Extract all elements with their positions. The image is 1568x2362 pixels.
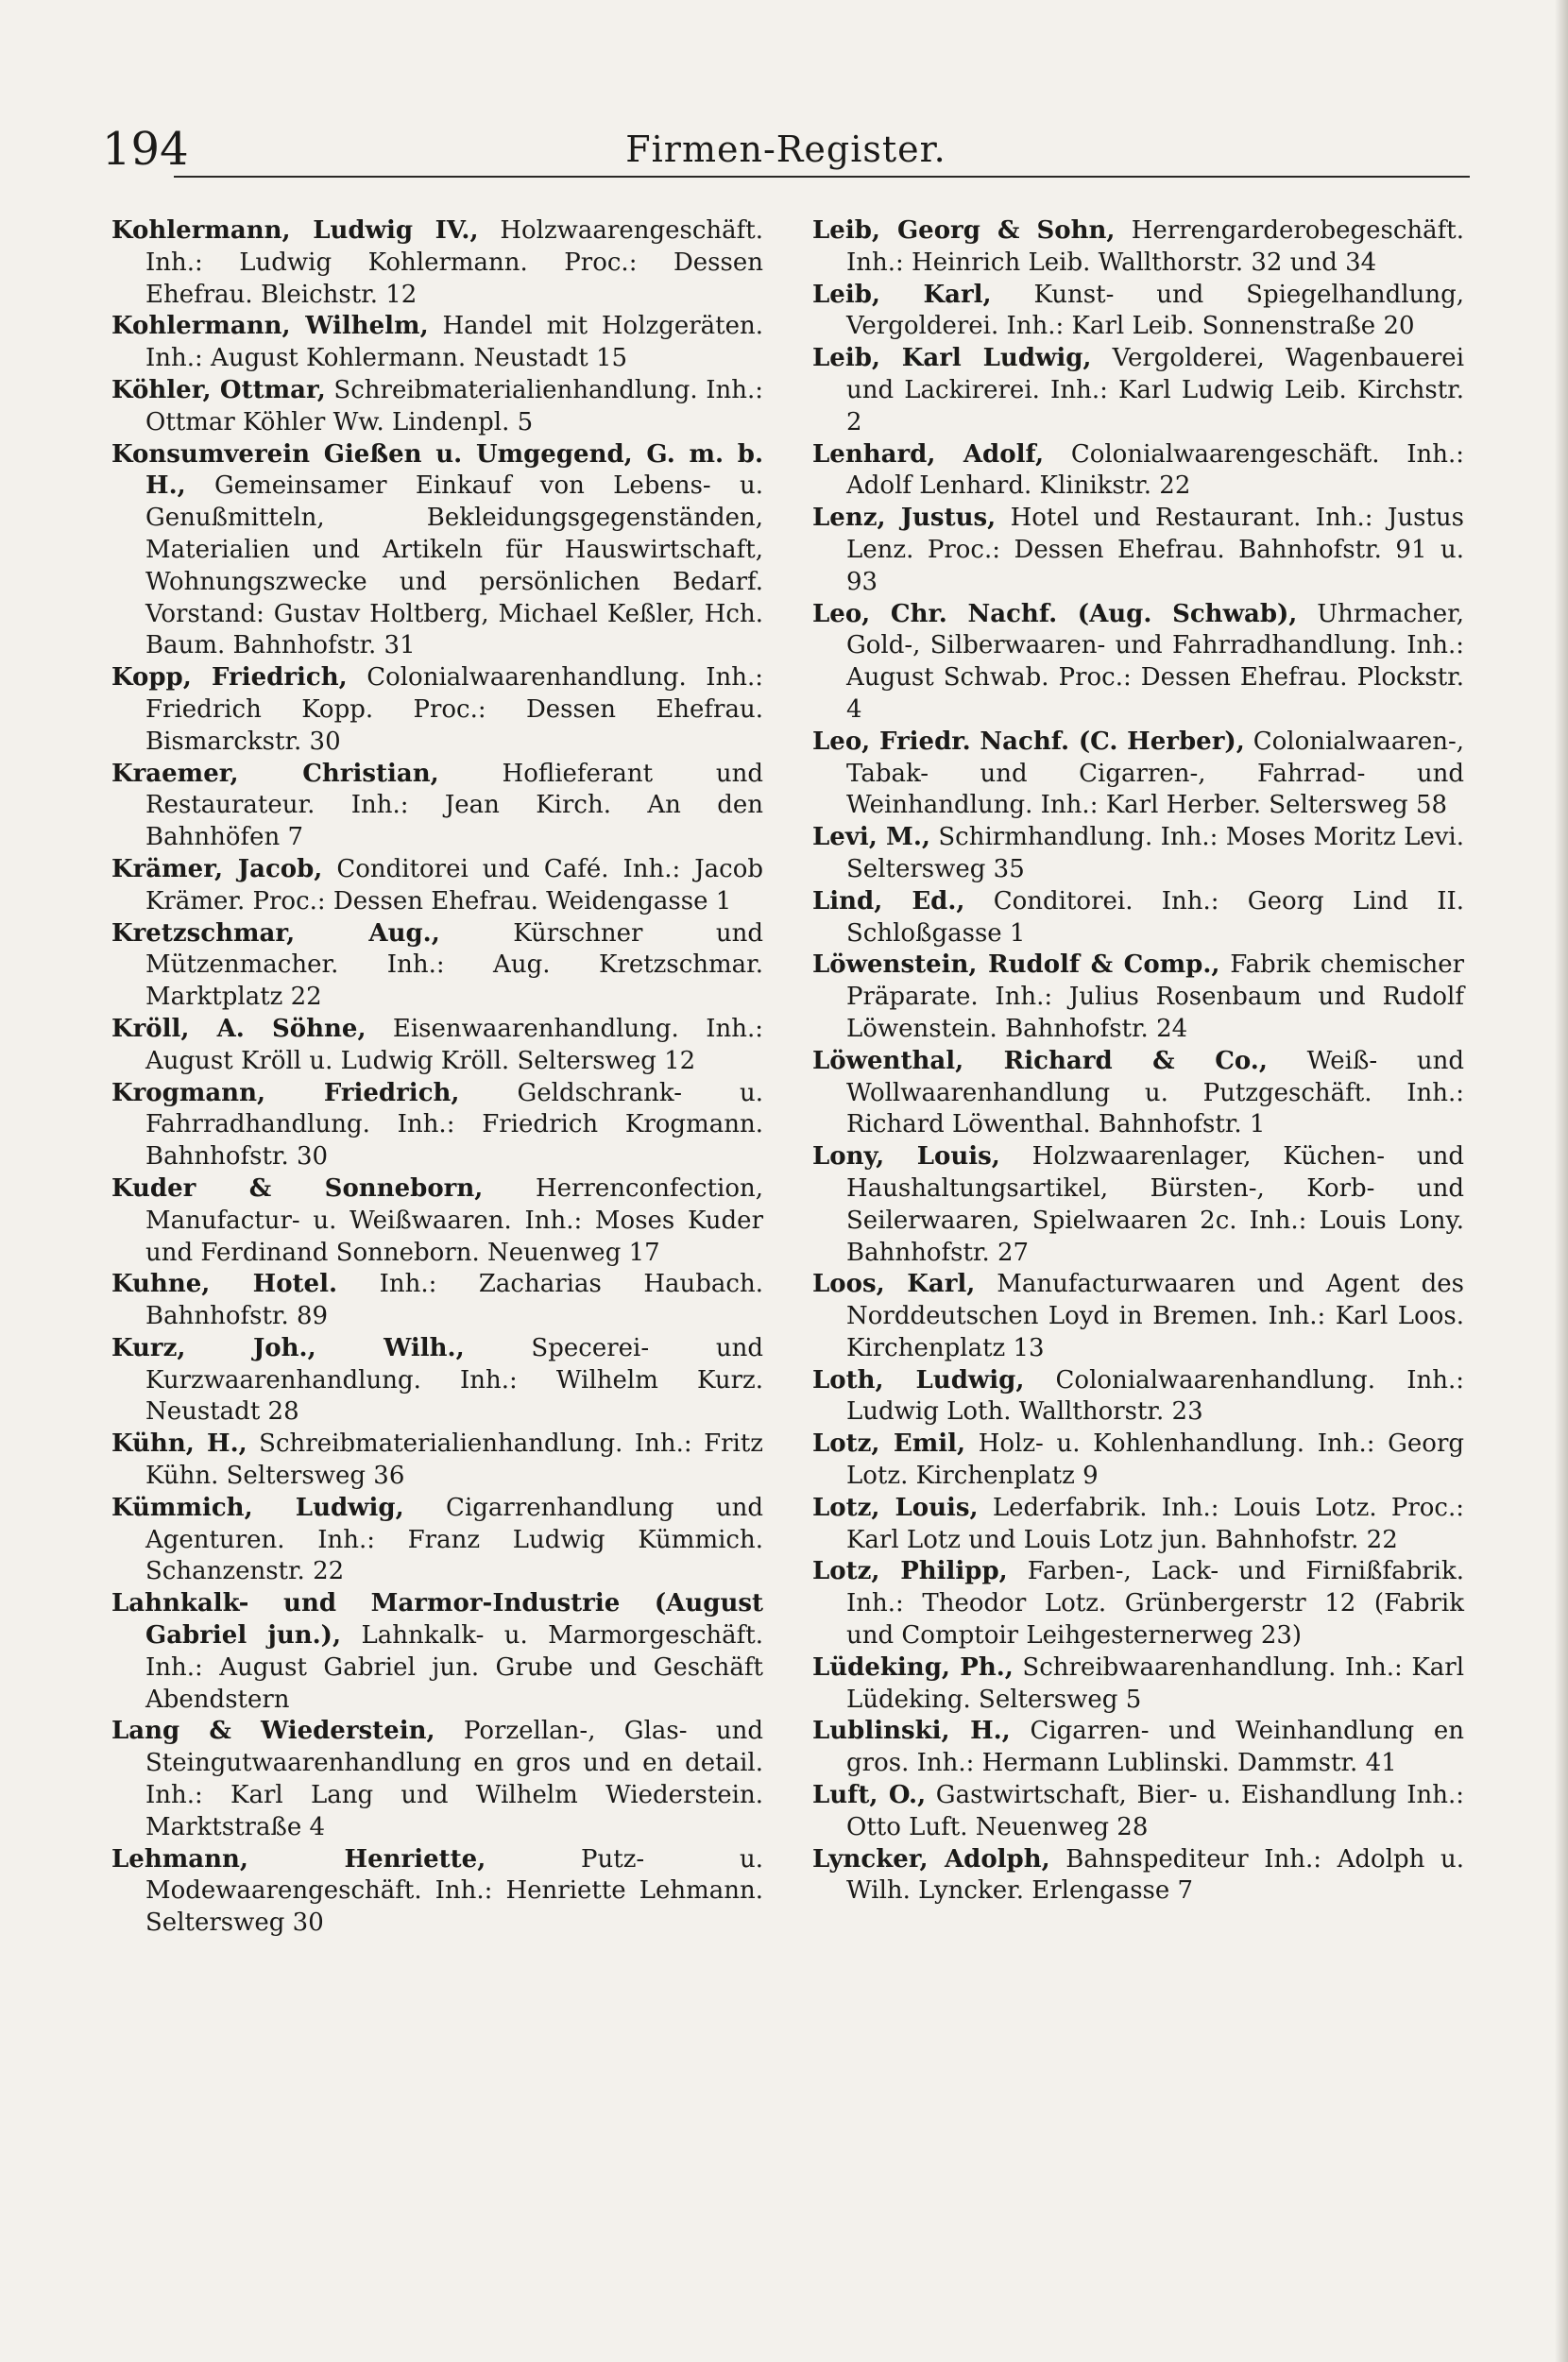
firm-details: Herrengarderobegeschäft. Inh.: Heinrich Leib. Wallthorstr. 32 und 34 (846, 216, 1464, 277)
page-header (102, 121, 1470, 183)
firm-details: Gastwirtschaft, Bier- u. Eishandlung Inh.: Otto Luft. Neuenweg 28 (846, 1781, 1465, 1841)
firm-details: Cigarrenhandlung und Agenturen. Inh.: Franz Ludwig Kümmich. Schanzenstr. 22 (145, 1493, 763, 1586)
directory-entry (812, 599, 1464, 727)
directory-entry (812, 1046, 1464, 1141)
firm-name: Kümmich, Ludwig, (111, 1493, 404, 1522)
directory-entry (111, 918, 763, 1014)
firm-name: Löwenstein, Rudolf & Comp., (812, 950, 1220, 980)
firm-details: Farben-, Lack- und Firnißfabrik. Inh.: Theodor Lotz. Grünbergerstr 12 (Fabrik und Comptoir Leihgesternerweg 23) (846, 1557, 1465, 1651)
directory-entry (111, 1269, 763, 1333)
firm-details: Kürschner und Mützenmacher. Inh.: Aug. Kretzschmar. Marktplatz 22 (145, 918, 763, 1012)
firm-details: Schreibwaarenhandlung. Inh.: Karl Lüdeking. Seltersweg 5 (846, 1652, 1465, 1714)
directory-entry (111, 1173, 763, 1269)
firm-name: Leo, Friedr. Nachf. (C. Herber), (812, 727, 1245, 756)
firm-name: Kröll, A. Söhne, (111, 1014, 366, 1043)
firm-name: Kraemer, Christian, (111, 759, 439, 788)
firm-details: Holz- u. Kohlenhandlung. Inh.: Georg Lotz. Kirchenplatz 9 (846, 1429, 1465, 1491)
left-column (111, 215, 763, 1940)
firm-name: Lotz, Louis, (812, 1493, 979, 1522)
firm-details: Inh.: Zacharias Haubach. Bahnhofstr. 89 (145, 1270, 763, 1331)
directory-entry (812, 280, 1464, 344)
page-edge-shadow (1555, 0, 1568, 2362)
firm-name: Luft, O., (812, 1781, 927, 1810)
directory-entry (812, 1269, 1464, 1364)
firm-details: Schirmhandlung. Inh.: Moses Moritz Levi. Seltersweg 35 (846, 823, 1465, 883)
header-rule (174, 176, 1470, 178)
right-column (812, 215, 1464, 1908)
firm-name: Leib, Georg & Sohn, (812, 216, 1116, 245)
firm-name: Kopp, Friedrich, (111, 663, 348, 693)
firm-details: Hoflieferant und Restaurateur. Inh.: Jean Kirch. An den Bahnhöfen 7 (145, 759, 763, 852)
directory-entry (812, 1844, 1464, 1908)
firm-name: Kuhne, Hotel. (111, 1270, 338, 1299)
firm-details: Colonialwaaren-, Tabak- und Cigarren-, Fahrrad- und Weinhandlung. Inh.: Karl Herber. Seltersweg 58 (846, 727, 1464, 820)
firm-name: Lony, Louis, (812, 1142, 1000, 1172)
directory-entry (111, 1493, 763, 1588)
firm-details: Hotel und Restaurant. Inh.: Justus Lenz. Proc.: Dessen Ehefrau. Bahnhofstr. 91 u. 93 (846, 504, 1465, 596)
directory-entry (812, 727, 1464, 822)
firm-name: Lang & Wiederstein, (111, 1717, 435, 1746)
firm-name: Leib, Karl, (812, 280, 992, 309)
firm-name: Leo, Chr. Nachf. (Aug. Schwab), (812, 599, 1298, 628)
firm-name: Köhler, Ottmar, (111, 375, 326, 404)
directory-entry (812, 439, 1464, 504)
firm-details: Lederfabrik. Inh.: Louis Lotz. Proc.: Karl Lotz und Louis Lotz jun. Bahnhofstr. 22 (846, 1493, 1465, 1554)
directory-entry (812, 1780, 1464, 1844)
directory-entry (111, 1716, 763, 1843)
firm-details: Putz- u. Modewaarengeschäft. Inh.: Henriette Lehmann. Seltersweg 30 (145, 1844, 763, 1938)
firm-name: Lind, Ed., (812, 886, 965, 916)
firm-details: Colonialwaarengeschäft. Inh.: Adolf Lenhard. Klinikstr. 22 (846, 439, 1465, 501)
directory-entry (812, 1141, 1464, 1269)
firm-name: Loos, Karl, (812, 1270, 976, 1299)
firm-name: Konsumverein Gießen u. Umgegend, G. m. b. H., (111, 439, 763, 501)
firm-details: Schreibmaterialienhandlung. Inh.: Ottmar Köhler Ww. Lindenpl. 5 (145, 375, 764, 436)
firm-name: Lotz, Philipp, (812, 1557, 1008, 1586)
firm-name: Levi, M., (812, 823, 930, 852)
firm-details: Kunst- und Spiegelhandlung, Vergolderei. Inh.: Karl Leib. Sonnenstraße 20 (846, 280, 1465, 341)
firm-name: Lüdeking, Ph., (812, 1652, 1014, 1682)
firm-name: Lahnkalk- und Marmor-Industrie (August Gabriel jun.), (111, 1589, 763, 1651)
firm-name: Kurz, Joh., Wilh., (111, 1333, 465, 1362)
directory-entry (111, 1014, 763, 1078)
directory-entry (812, 1365, 1464, 1429)
firm-name: Kühn, H., (111, 1429, 247, 1459)
directory-entry (812, 886, 1464, 950)
firm-details: Herrenconfection, Manufactur- u. Weißwaaren. Inh.: Moses Kuder und Ferdinand Sonneborn. Neuenweg 17 (145, 1173, 764, 1267)
firm-details: Uhrmacher, Gold-, Silberwaaren- und Fahrradhandlung. Inh.: August Schwab. Proc.: Dessen Ehefrau. Plockstr. 4 (846, 599, 1465, 724)
directory-entry (111, 215, 763, 311)
firm-name: Lenhard, Adolf, (812, 439, 1045, 469)
firm-name: Krogmann, Friedrich, (111, 1078, 460, 1107)
directory-entry (111, 1844, 763, 1940)
firm-details: Weiß- und Wollwaarenhandlung u. Putzgeschäft. Inh.: Richard Löwenthal. Bahnhofstr. 1 (846, 1046, 1464, 1139)
directory-entry (111, 1078, 763, 1173)
firm-details: Holzwaarenlager, Küchen- und Haushaltungsartikel, Bürsten-, Korb- und Seilerwaaren, Spielwaaren 2c. Inh.: Louis Lony. Bahnhofstr. 27 (846, 1142, 1464, 1267)
firm-name: Loth, Ludwig, (812, 1365, 1025, 1395)
directory-entry (111, 662, 763, 758)
directory-entry (111, 375, 763, 439)
firm-details: Colonialwaarenhandlung. Inh.: Friedrich Kopp. Proc.: Dessen Ehefrau. Bismarckstr. 30 (145, 663, 764, 756)
firm-details: Colonialwaarenhandlung. Inh.: Ludwig Loth. Wallthorstr. 23 (846, 1365, 1464, 1427)
firm-details: Geldschrank- u. Fahrradhandlung. Inh.: Friedrich Krogmann. Bahnhofstr. 30 (145, 1078, 764, 1172)
firm-details: Manufacturwaaren und Agent des Norddeutschen Loyd in Bremen. Inh.: Karl Loos. Kirchenplatz 13 (846, 1270, 1465, 1362)
directory-entry (111, 311, 763, 375)
firm-details: Fabrik chemischer Präparate. Inh.: Julius Rosenbaum und Rudolf Löwenstein. Bahnhofstr. 24 (846, 950, 1465, 1043)
firm-name: Leib, Karl Ludwig, (812, 344, 1092, 373)
directory-entry (812, 503, 1464, 598)
firm-details: Conditorei. Inh.: Georg Lind II. Schloßgasse 1 (846, 886, 1465, 948)
directory-entry (111, 759, 763, 854)
firm-details: Eisenwaarenhandlung. Inh.: August Kröll u. Ludwig Kröll. Seltersweg 12 (145, 1014, 763, 1075)
firm-details: Lahnkalk- u. Marmorgeschäft. Inh.: August Gabriel jun. Grube und Geschäft Abendstern (145, 1621, 763, 1714)
directory-entry (111, 1333, 763, 1429)
directory-entry (812, 1556, 1464, 1652)
firm-name: Krämer, Jacob, (111, 854, 323, 883)
firm-details: Porzellan-, Glas- und Steingutwaarenhandlung en gros und en detail. Inh.: Karl Lang und Wilhelm Wiederstein. Marktstraße 4 (145, 1717, 764, 1841)
firm-name: Kohlermann, Wilhelm, (111, 312, 429, 341)
firm-name: Kretzschmar, Aug., (111, 918, 440, 948)
firm-details: Holzwaarengeschäft. Inh.: Ludwig Kohlermann. Proc.: Dessen Ehefrau. Bleichstr. 12 (145, 216, 763, 309)
directory-entry (812, 822, 1464, 886)
firm-details: Vergolderei, Wagenbauerei und Lackirerei. Inh.: Karl Ludwig Leib. Kirchstr. 2 (846, 344, 1465, 436)
directory-entry (812, 1652, 1464, 1717)
firm-details: Specerei- und Kurzwaarenhandlung. Inh.: Wilhelm Kurz. Neustadt 28 (145, 1333, 764, 1427)
directory-entry (812, 343, 1464, 438)
firm-details: Schreibmaterialienhandlung. Inh.: Fritz Kühn. Seltersweg 36 (145, 1429, 764, 1491)
firm-name: Kohlermann, Ludwig IV., (111, 216, 479, 245)
directory-entry (111, 854, 763, 918)
directory-entry (812, 950, 1464, 1045)
firm-name: Lyncker, Adolph, (812, 1844, 1050, 1874)
directory-entry (111, 1429, 763, 1493)
page-number: 194 (102, 123, 189, 176)
firm-details: Bahnspediteur Inh.: Adolph u. Wilh. Lyncker. Erlengasse 7 (846, 1844, 1464, 1906)
firm-name: Lenz, Justus, (812, 504, 997, 533)
running-title: Firmen-Register. (625, 128, 946, 170)
firm-details: Handel mit Holzgeräten. Inh.: August Kohlermann. Neustadt 15 (145, 312, 764, 373)
directory-entry (812, 1716, 1464, 1780)
firm-details: Cigarren- und Weinhandlung en gros. Inh.: Hermann Lublinski. Dammstr. 41 (846, 1717, 1465, 1778)
firm-name: Lublinski, H., (812, 1717, 1011, 1746)
firm-name: Lehmann, Henriette, (111, 1844, 486, 1874)
directory-entry (812, 215, 1464, 280)
firm-details: Gemeinsamer Einkauf von Lebens- u. Genußmitteln, Bekleidungsgegenständen, Materialien und Artikeln für Hauswirtschaft, Wohnungszwecke und persönlichen Bedarf. Vorstand: Gustav Holtberg, Michael Keßler, Hch. Baum. Bahnhofstr. 31 (145, 471, 764, 660)
directory-entry (111, 439, 763, 663)
directory-entry (812, 1429, 1464, 1493)
firm-details: Conditorei und Café. Inh.: Jacob Krämer. Proc.: Dessen Ehefrau. Weidengasse 1 (145, 854, 764, 916)
firm-name: Löwenthal, Richard & Co., (812, 1046, 1268, 1075)
directory-entry (812, 1493, 1464, 1557)
firm-name: Kuder & Sonneborn, (111, 1173, 484, 1203)
directory-entry (111, 1588, 763, 1716)
firm-name: Lotz, Emil, (812, 1429, 966, 1459)
